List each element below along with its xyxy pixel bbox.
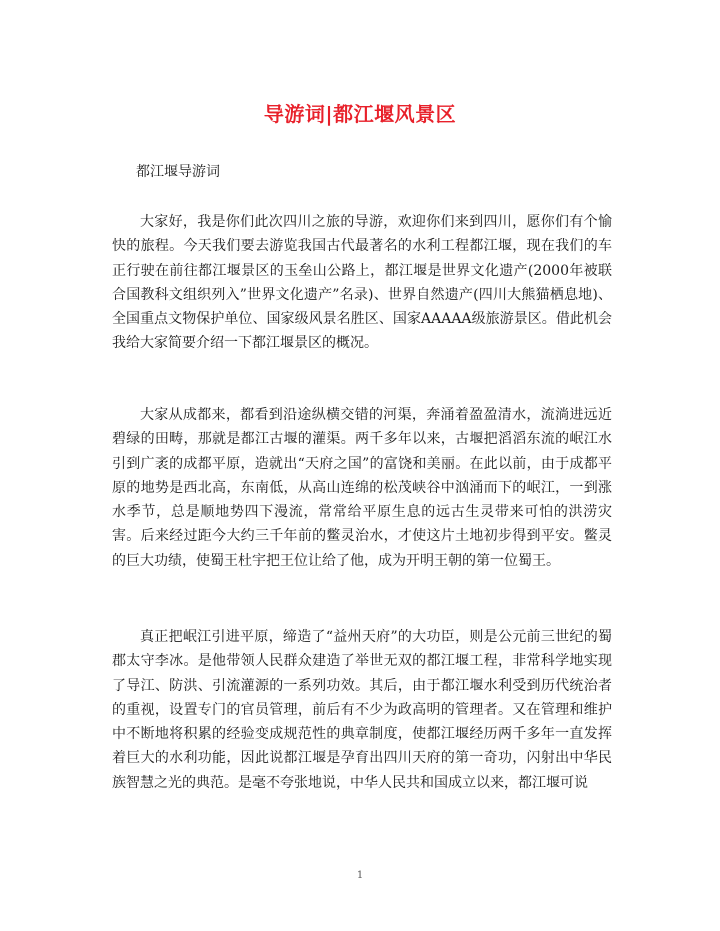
paragraph-3: 真正把岷江引进平原，缔造了“益州天府”的大功臣，则是公元前三世纪的蜀郡太守李冰。是他带领人民群众建造了举世无双的都江堰工程，非常科学地实现了导江、防洪、引流灌源的一系列功效。其后，由于都江堰水利受到历代统治者的重视，设置专门的官员管理，前后有不少为政高明的管理者。又在管理和维护中不断地将积累的经验变成规范性的典章制度，使都江堰经历两千多年一直发挥着巨大的水利功能，因此说都江堰是孕育出四川天府的第一奇功，闪射出中华民族智慧之光的典范。是毫不夸张地说，中华人民共和国成立以来，都江堰可说 xyxy=(112,629,612,791)
document-title: 导游词|都江堰风景区 xyxy=(263,102,457,126)
document-subtitle: 都江堰导游词 xyxy=(136,164,220,180)
paragraph-1: 大家好，我是你们此次四川之旅的导游，欢迎你们来到四川，愿你们有个愉快的旅程。今天我们要去游览我国古代最著名的水利工程都江堰，现在我们的车正行驶在前往都江堰景区的玉垒山公路上，都江堰是世界文化遗产(2000年被联合国教科文组织列入”世界文化遗产”名录)、世界自然遗产(四川大熊猫栖息地)、全国重点文物保护单位、国家级风景名胜区、国家AAAAA级旅游景区。借此机会我给大家简要介绍一下都江堰景区的概况。 xyxy=(112,214,612,352)
page-number: 1 xyxy=(356,870,364,881)
paragraph-2: 大家从成都来，都看到沿途纵横交错的河渠，奔涌着盈盈清水，流淌进远近碧绿的田畴，那就是都江古堰的灌渠。两千多年以来，古堰把滔滔东流的岷江水引到广袤的成都平原，造就出“天府之国”的富饶和美丽。在此以前，由于成都平原的地势是西北高，东南低，从高山连绵的松茂峡谷中汹涌而下的岷江，一到涨水季节，总是顺地势四下漫流，常常给平原生息的远古生灵带来可怕的洪涝灾害。后来经过距今大约三千年前的鳖灵治水，才使这片土地初步得到平安。鳖灵的巨大功绩，使蜀王杜宇把王位让给了他，成为开明王朝的第一位蜀王。 xyxy=(112,407,612,569)
